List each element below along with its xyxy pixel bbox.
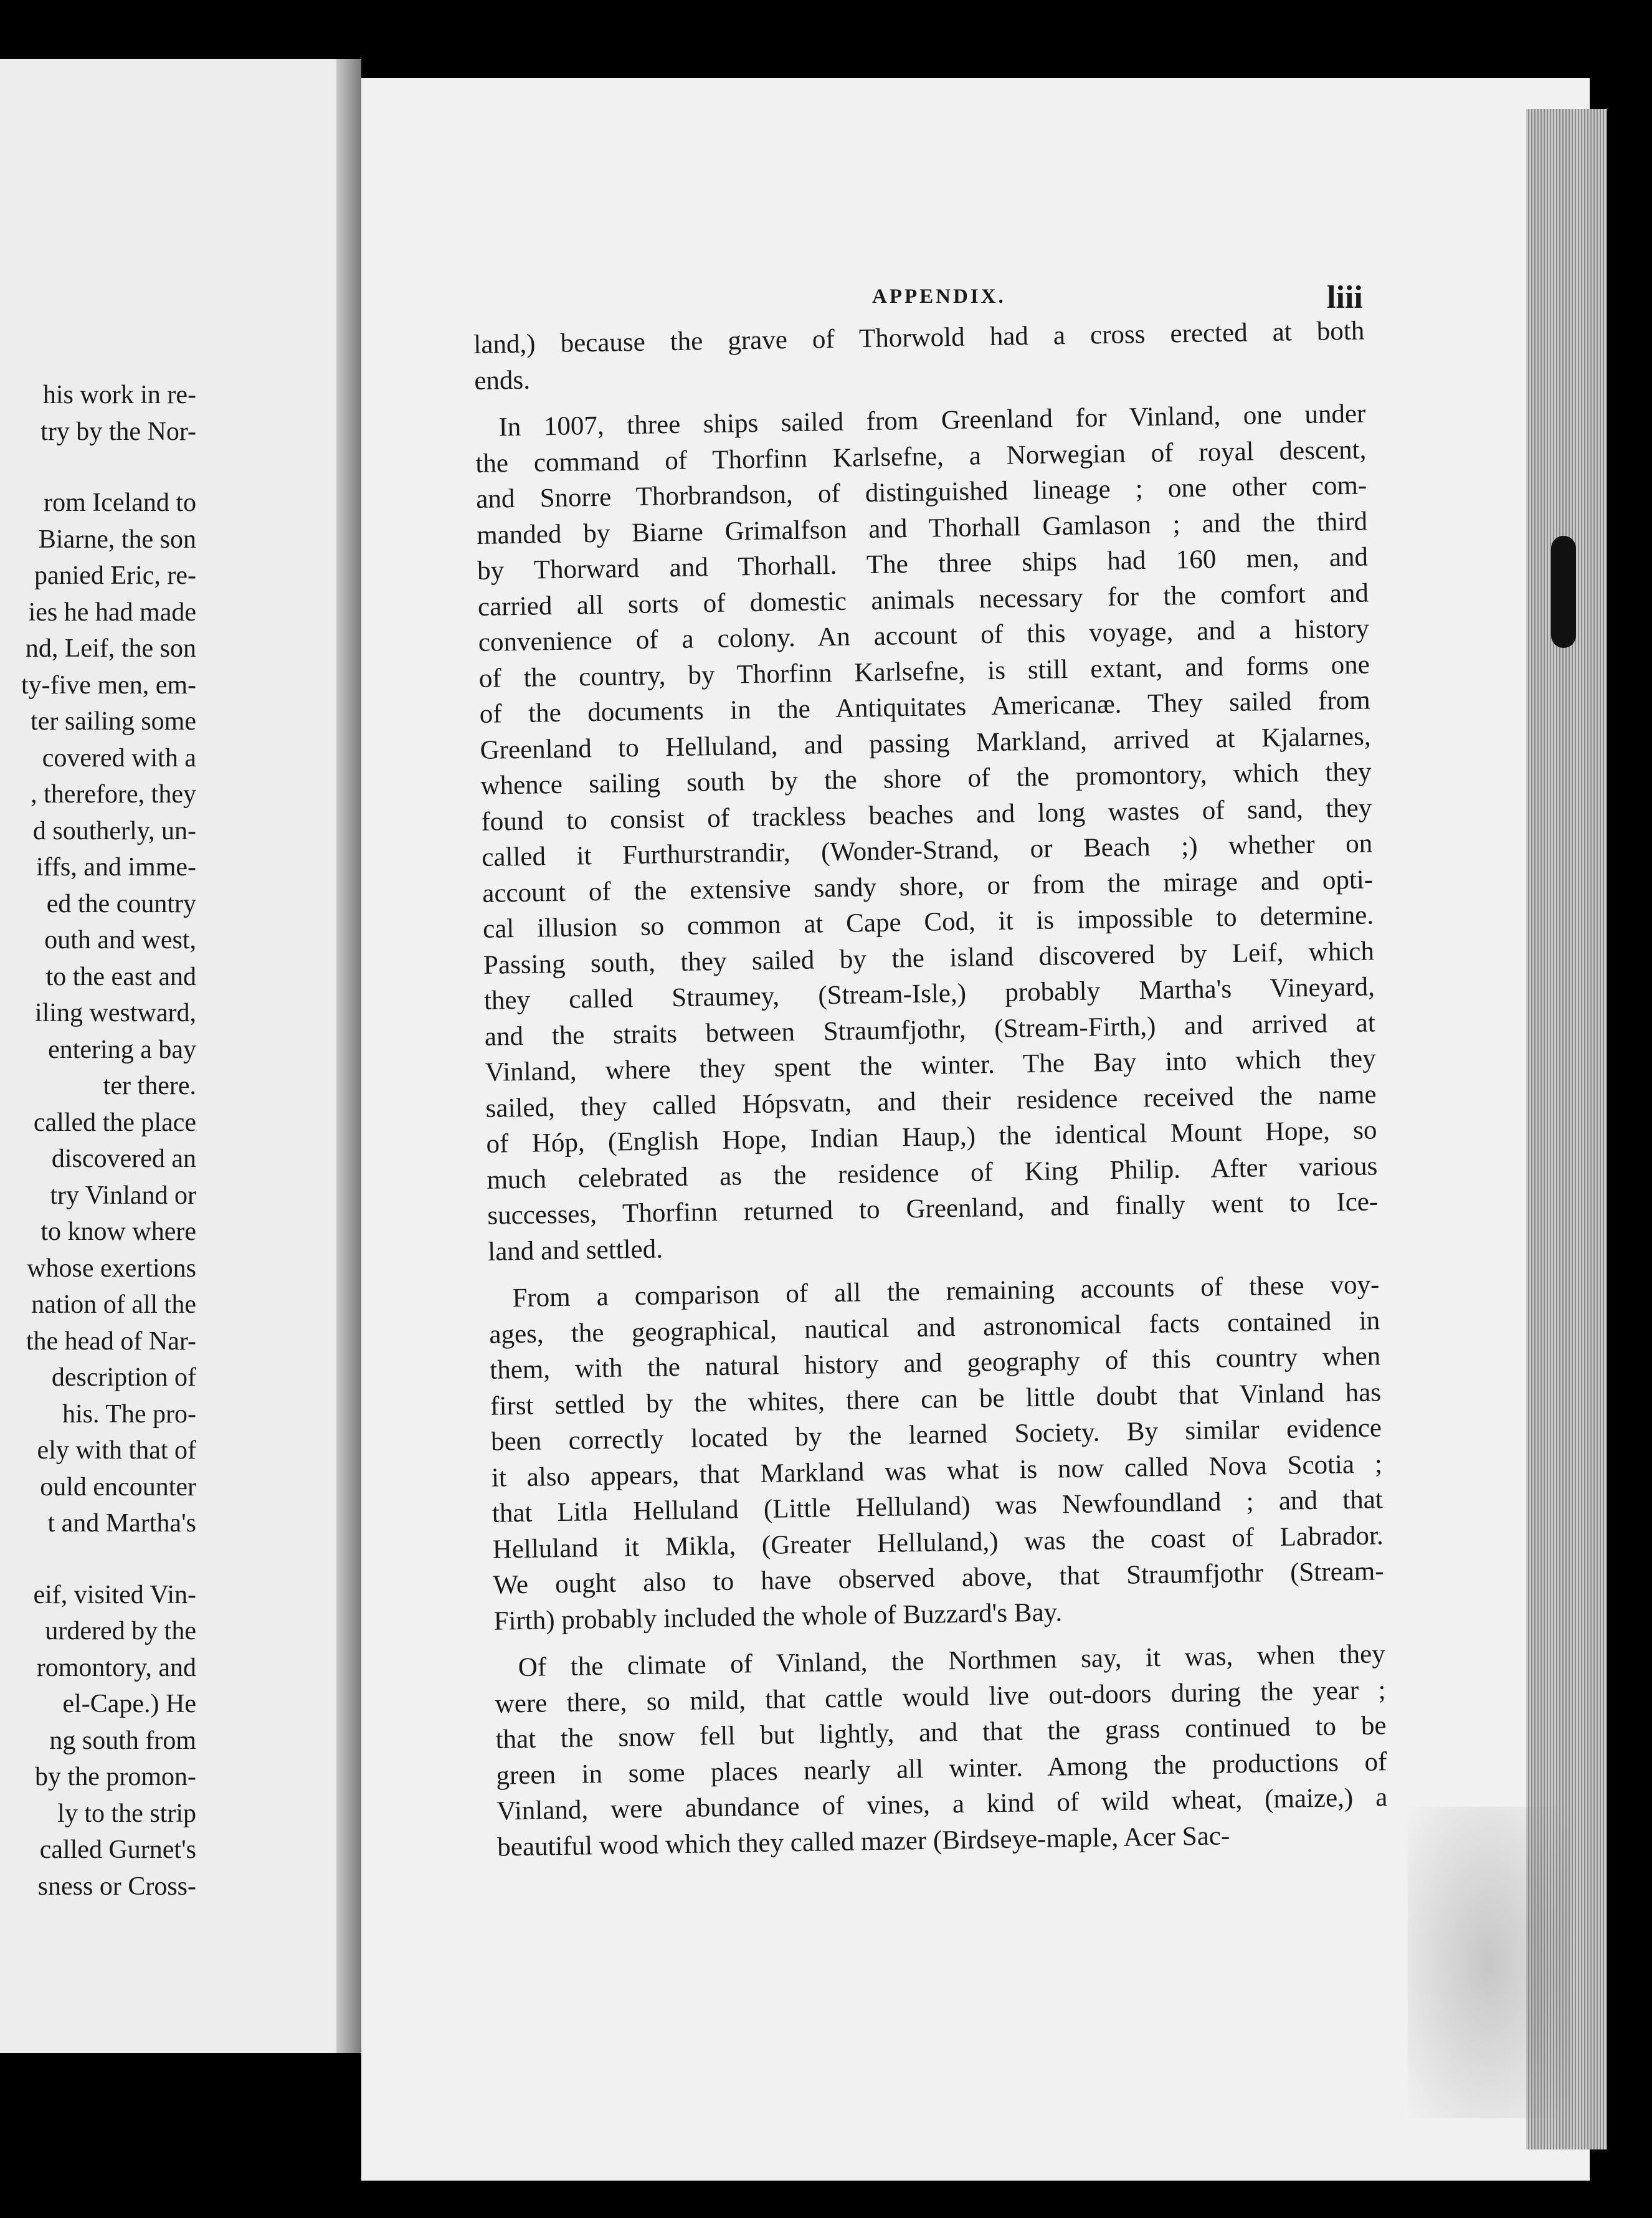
text-line: carried all sorts of domestic animals necessary for the comfort and: [477, 578, 1369, 622]
text-line: land and settled.: [487, 1234, 663, 1267]
text-line: and the straits between Straumfjothr, (Stream-Firth,) and arrived at: [484, 1007, 1376, 1052]
left-page-line: rom Iceland to: [44, 488, 196, 517]
page-edge-mark: [1551, 536, 1576, 648]
left-page: [0, 59, 336, 2053]
left-page-gap: [0, 450, 196, 485]
text-line: Vinland, where they spent the winter. The Bay into which they: [485, 1044, 1376, 1087]
text-line: Greenland to Helluland, and passing Markland, arrived at Kjalarnes,: [480, 721, 1371, 765]
text-line: Firth) probably included the whole of Buzzard's Bay.: [493, 1597, 1063, 1636]
text-line: manded by Biarne Grimalfson and Thorhall Gamlason ; and the third: [476, 507, 1368, 550]
text-line: Helluland it Mikla, (Greater Helluland,) was the coast of Labrador.: [492, 1520, 1384, 1564]
scan-shadow: [1408, 1807, 1570, 2118]
left-page-line: sness or Cross-: [37, 1872, 196, 1901]
text-line: them, with the natural history and geography of this country when: [489, 1341, 1381, 1385]
left-page-line: urdered by the: [45, 1617, 196, 1645]
left-page-line: his work in re-: [42, 381, 196, 409]
left-page-line: eif, visited Vin-: [33, 1580, 196, 1609]
left-page-line: called Gurnet's: [39, 1835, 196, 1864]
text-line: of the documents in the Antiquitates Americanæ. They sailed from: [479, 685, 1370, 729]
left-page-line: ty-five men, em-: [21, 670, 196, 700]
text-line: From a comparison of all the remaining accounts of these voy-: [512, 1270, 1380, 1313]
left-page-line: , therefore, they: [31, 780, 196, 809]
left-page-line: nation of all the: [31, 1290, 196, 1319]
left-page-line: discovered an: [51, 1145, 196, 1173]
text-line: the command of Thorfinn Karlsefne, a Norwegian of royal descent,: [475, 435, 1367, 478]
left-page-line: called the place: [33, 1108, 196, 1137]
left-page-text: [0, 377, 196, 1905]
paragraph: [488, 1267, 1385, 1639]
text-line: called it Furthurstrandir, (Wonder-Strand, or Beach ;) whether on: [482, 829, 1373, 872]
left-page-line: by the promon-: [35, 1763, 196, 1791]
text-line: found to consist of trackless beaches and long wastes of sand, they: [481, 792, 1372, 837]
text-line: In 1007, three ships sailed from Greenland for Vinland, one under: [498, 399, 1366, 442]
text-line: of Hóp, (English Hope, Indian Haup,) the identical Mount Hope, so: [486, 1115, 1377, 1159]
text-line: of the country, by Thorfinn Karlsefne, is still extant, and forms one: [478, 649, 1370, 693]
text-line: beautiful wood which they called mazer (Birdseye-maple, Acer Sac-: [496, 1821, 1230, 1862]
left-page-line: his. The pro-: [62, 1399, 196, 1429]
left-page-line: the head of Nar-: [26, 1326, 196, 1356]
text-line: by Thorward and Thorhall. The three ships had 160 men, and: [477, 542, 1369, 586]
left-page-line: nd, Leif, the son: [25, 634, 196, 663]
text-line: green in some places nearly all winter. Among the productions of: [496, 1746, 1387, 1791]
text-line: account of the extensive sandy shore, or from the mirage and opti-: [482, 864, 1374, 908]
left-page-line: ies he had made: [28, 597, 196, 627]
text-line: been correctly located by the learned Society. By similar evidence: [490, 1413, 1382, 1457]
left-page-line: ly to the strip: [57, 1799, 196, 1828]
left-page-line: romontory, and: [36, 1653, 196, 1682]
left-page-gap: [0, 1542, 196, 1577]
text-line: cal illusion so common at Cape Cod, it is impossible to determine.: [482, 900, 1374, 944]
left-page-line: whose exertions: [27, 1254, 196, 1283]
page-body: [473, 313, 1389, 1865]
text-line: Vinland, were abundance of vines, a kind of wild wheat, (maize,) a: [496, 1782, 1388, 1826]
left-page-line: to the east and: [45, 962, 196, 991]
text-line: whence sailing south by the shore of the promontory, which they: [480, 757, 1372, 801]
text-line: land,) because the grave of Thorwold had a cross erected at both: [473, 316, 1365, 359]
text-line: first settled by the whites, there can be little doubt that Vinland has: [490, 1377, 1382, 1421]
book-gutter: [336, 59, 361, 2053]
left-page-line: Biarne, the son: [38, 525, 196, 554]
text-line: Of the climate of Vinland, the Northmen say, it was, when they: [518, 1639, 1386, 1683]
left-page-line: ter sailing some: [31, 707, 196, 736]
left-page-line: d southerly, un-: [32, 816, 196, 845]
paragraph: [494, 1636, 1388, 1865]
text-line: were there, so mild, that cattle would live out-doors during the year ;: [495, 1675, 1386, 1719]
text-line: Passing south, they sailed by the island discovered by Leif, which: [483, 936, 1375, 980]
text-line: sailed, they called Hópsvatn, and their residence received the name: [485, 1079, 1377, 1123]
text-line: ends.: [473, 365, 531, 396]
left-page-line: outh and west,: [44, 926, 196, 954]
left-page-line: ng south from: [49, 1726, 196, 1755]
text-line: that Litla Helluland (Little Helluland) was Newfoundland ; and that: [491, 1485, 1384, 1528]
left-page-line: try by the Nor-: [40, 417, 196, 446]
page-number: liii: [1327, 280, 1363, 315]
text-line: ages, the geographical, nautical and astronomical facts contained in: [489, 1305, 1380, 1349]
left-page-line: iling westward,: [35, 999, 196, 1027]
text-line: that the snow fell but lightly, and that the grass continued to be: [495, 1711, 1387, 1754]
text-line: successes, Thorfinn returned to Greenland, and finally went to Ice-: [487, 1187, 1379, 1230]
left-page-line: panied Eric, re-: [34, 561, 196, 590]
left-page-line: covered with a: [42, 743, 196, 773]
left-page-line: el-Cape.) He: [62, 1690, 196, 1718]
left-page-line: ely with that of: [37, 1436, 196, 1465]
left-page-line: iffs, and imme-: [36, 853, 196, 882]
text-line: We ought also to have observed above, that Straumfjothr (Stream-: [493, 1556, 1384, 1600]
text-line: it also appears, that Markland was what is now called Nova Scotia ;: [491, 1449, 1383, 1493]
paragraph: [475, 396, 1379, 1270]
left-page-line: try Vinland or: [50, 1181, 196, 1210]
left-page-line: description of: [51, 1363, 196, 1392]
text-line: much celebrated as the residence of King Philip. After various: [487, 1151, 1378, 1195]
left-page-line: to know where: [40, 1217, 196, 1246]
text-line: they called Straumey, (Stream-Isle,) probably Martha's Vineyard,: [483, 972, 1375, 1016]
left-page-line: entering a bay: [48, 1035, 196, 1064]
left-page-line: ter there.: [103, 1072, 196, 1100]
left-page-line: ould encounter: [40, 1472, 196, 1502]
text-line: and Snorre Thorbrandson, of distinguished lineage ; one other com-: [475, 470, 1367, 514]
text-line: convenience of a colony. An account of this voyage, and a history: [478, 614, 1370, 657]
left-page-line: ed the country: [46, 889, 196, 918]
left-page-line: t and Martha's: [47, 1509, 196, 1538]
running-title: APPENDIX.: [872, 285, 1006, 308]
paragraph: [473, 313, 1365, 399]
